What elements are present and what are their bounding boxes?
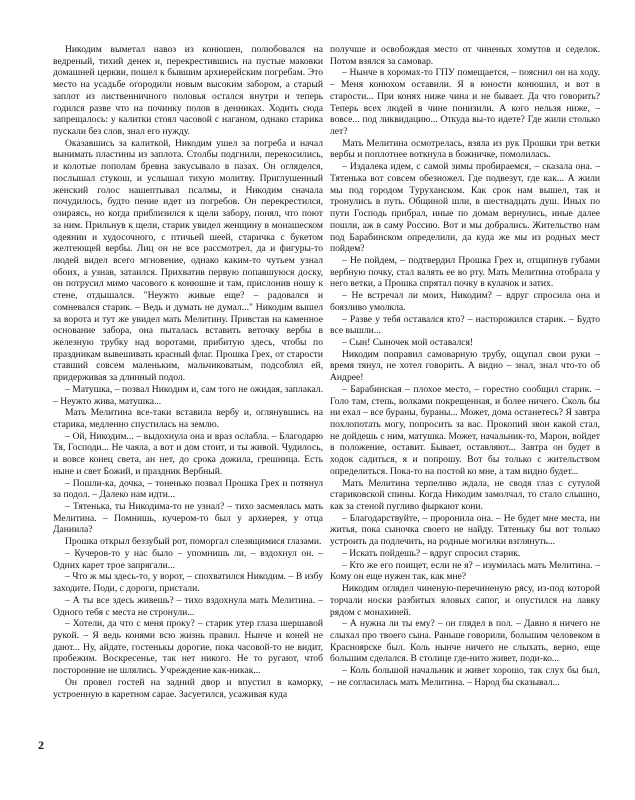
paragraph: – Пошли-ка, дочка, – тоненько позвал Прошка Грех и потянул за подол. – Далеко нам идти...	[53, 477, 323, 501]
paragraph: – Хотели, да что с меня проку? – старик утер глаза шершавой рукой. – Я ведь конями всю жизнь правил. Нынче и коней не дают... Ну, айдате, гостенькы дорогие, пока часовой-то не видит, пробежим. Воскресенье, так нет никого. Не то ругают, чтоб посторонние не шлялись. Учреждение как-никак...	[53, 618, 323, 677]
paragraph: Прошка открыл беззубый рот, поморгал слезящимися глазами.	[65, 536, 322, 548]
paragraph: Он провел гостей на задний двор и впустил в каморку, устроенную в каретном сарае. Засуетился, усаживая куда	[53, 676, 323, 700]
page-number: 2	[38, 738, 44, 752]
paragraph: – Не пойдем, – подтвердил Прошка Грех и, отщипнув губами вербную почку, стал валять ее во рту. Мать Мелитина отобрала у него ветки, а Прошка спрятал почку в кулачок и затих.	[330, 254, 600, 290]
paragraph: – Искать пойдешь? – вдруг спросил старик.	[342, 547, 521, 559]
paragraph: – Благодарствуйте, – проронила она. – Не будет мне места, ни житья, пока сыночка своего не найду. Тятеньку бы вот только устроить да подлечить, на родные могилки взглянуть...	[330, 512, 600, 548]
paragraph: Никодим оглядел чиненую-перечиненую рясу, из-под которой торчали носки разбитых яловых сапог, и опустился на лавку рядом с монахиней.	[330, 583, 600, 618]
paragraph: – Нынче в хоромах-то ГПУ помещается, – пояснил он на ходу. – Меня конюхом оставили. Я в юности конюшил, и вот в старости... При конях ниже чина и не бывает. Да что говорить? Теперь всех людей в чине понизили. А кого нельзя ниже, – вовсе... под ликвидацию... Откуда вы-то идете? Где жили столько лет?	[330, 67, 600, 138]
paragraph: Оказавшись за калиткой, Никодим ушел за погреба и начал вынимать пластины из заплота. Столбы подгнили, перекосились, и колотые пополам бревна закусывало в пазах. Он огляделся, послышал стукош, и услышал тихую молитву. Приглушенный женский голос нашептывал псалмы, и Никодим сначала почудилось, будто пение идет из погребов. Он перекрестился, озираясь, но когда приблизился к щели забору, понял, что поют за ним. Прильнув к щели, старик увидел женщину в монашеском одеянии и худосочного, с птичьей шеей, старичка с букетом желтеющей вербы. Лиц он не все рассмотрел, да и фигуры-то людей видел всего мгновение, однако каким-то чутьем узнал обоих, а узнав, затаился. Прихватив первую попавшуюся доску, он потрусил мимо часового к конюшне и там, прислонив ношу к стене, отдышался. "Неужто живые еще? – радовался и сомневался старик. – Ведь и думать не думал..." Никодим вышел за ворота и тут же увидел мать Мелитину. Привстав на каменное основание забора, она пыталась вставить веточку вербы в железную трубку над воротами, прибитую здесь, чтобы по праздникам вывешивать красный флаг. Прошка Грех, от старости ставший совсем маленьким, мальчиковатым, подсоблял ей, придерживая за длинный подол.	[53, 137, 323, 384]
paragraph: – Тятенька, ты Никодима-то не узнал? – тихо засмеялась мать Мелитина. – Помнишь, кучером-то был у архиерея, у отца Даниила?	[53, 501, 323, 536]
paragraph: – Кучеров-то у нас было – упомнишь ли, – вздохнул он. – Одних карет трое запрягали...	[53, 547, 323, 571]
paragraph: – Кто же его поищет, если не я? – изумилась мать Мелитина. – Кому он еще нужен так, как мне?	[330, 559, 600, 583]
paragraph-continued: получше и освобождая место от чиненых хомутов и седелок. Потом взялся за самовар.	[330, 44, 600, 67]
left-column	[53, 44, 323, 700]
paragraph: – Не встречал ли моих, Никодим? – вдруг спросила она и боязливо умолкла.	[330, 290, 600, 313]
paragraph: Никодим поправил самоварную трубу, ощупал свои руки – время тянул, не хотел говорить. А видно – знал, знал что-то об Андрее!	[330, 348, 600, 384]
right-column	[330, 44, 600, 689]
paragraph: – Сын! Сыночек мой оставался!	[342, 336, 474, 348]
paragraph: – Матушка, – позвал Никодим и, сам того не ожидая, заплакал. – Неужто жива, матушка...	[53, 383, 323, 407]
paragraph: – Коль большой начальник и живет хорошо, так слух бы был, – не согласилась мать Мелитина. – Народ бы сказывал...	[330, 665, 600, 688]
paragraph: – А ты все здесь живешь? – тихо вздохнула мать Мелитина. – Одного тебя с места не стронули...	[53, 594, 323, 618]
paragraph: Никодим выметал навоз из конюшен, полюбовался на ведреный, тихий денек и, перекрестившись на пустые маковки домашней церкви, пошел к бывшим архиерейским погребам. Это место на усадьбе огородили новым высоким забором, а старый заплот из лиственничного половья остался внутри и теперь годился разве что на починку полов в денниках. Ходить сюда запрещалось: у калитки стоял часовой с наганом, однако старика пускали без слов, знал его нужду.	[53, 44, 323, 138]
paragraph: – Что ж мы здесь-то, у ворот, – спохватился Никодим. – В избу заходите. Поди, с дороги, пристали.	[53, 571, 323, 595]
paragraph: – Ой, Никодим... – выдохнула она и враз ослабла. – Благодарю Тя, Господи... Не чаяла, а вот и дом стоит, и ты живой. Чудилось, и вовсе конец света, ан нет, до срока дожила, грешница. Есть ныне и свет Божий, и праздник Вербный.	[53, 430, 323, 477]
paragraph: – Разве у тебя оставался кто? – насторожился старик. – Будто все вышли...	[330, 313, 600, 337]
paragraph: Мать Мелитина все-таки вставила вербу и, оглянувшись на старика, медленно спустилась на землю.	[53, 407, 323, 430]
paragraph: – Барабинская – плохое место, – горестно сообщил старик. – Голо там, степь, волками покрещенная, и более ничего. Сколь бы ни ехал – все бураны, бураны... Может, дома останетесь? Я завтра похлопотать могу, попросить за вас. Прокопий звон какой стал, не дойдешь с ним, матушка. Может, начальник-то, Марон, войдет в положение, оставит. Бывает, оставляют... Завтра он будет в ходок садиться, я и попрошу. Вот бы только с жительством определиться. Пока-то на постой ко мне, а там видно будет...	[330, 383, 600, 477]
paragraph: – Издалека идем, с самой зимы пробираемся, – сказала она. – Тятенька вот совсем обезножел. Где подвезут, где как... А жили мы под городом Туруханском. Как срок нам вышел, так и тронулись в путь. Общиной шли, в шестнадцать душ. Иных по пути Господь прибрал, иные по домам вернулись, иные далее пошли, аж в саму Россию. Вот и мы добрались. Жительство нам под Барабинском определили, да куда же мы из родных мест пойдем?	[330, 161, 600, 255]
paragraph: Мать Мелитина осмотрелась, взяла из рук Прошки три ветки вербы и поплотнее воткнула в божничке, помолилась.	[330, 137, 600, 161]
paragraph: Мать Мелитина терпеливо ждала, не сводя глаз с сутулой стариковской спины. Когда Никодим замолчал, то стало слышно, как за стеной пугливо фыркают кони.	[330, 477, 600, 513]
paragraph: – А нужна ли ты ему? – он глядел в пол. – Давно я ничего не слыхал про твоего сына. Раньше говорили, большим человеком в Красноярске был. Коль нынче ничего не слыхать, верно, еще большим сделался. В столице где-нито живет, поди-ко...	[330, 618, 600, 665]
